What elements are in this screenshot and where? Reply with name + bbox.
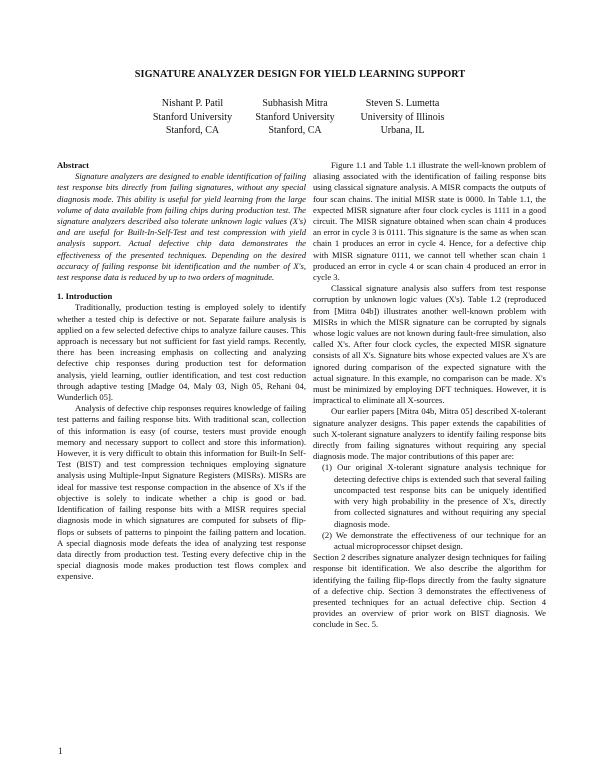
author-2: [243, 97, 348, 138]
author-name: Steven S. Lumetta: [365, 98, 440, 109]
abstract-heading: Abstract: [57, 160, 89, 170]
author-location: Urbana, IL: [380, 125, 425, 136]
abstract-text: Signature analyzers are designed to enable identification of failing test response bits directly from failing signatures, without any special diagnosis mode. This ability is useful for yield learning from the large volume of data available from failing chips during production test. The signature analyzers described also tolerate unknown logic values (X's) and are useful for Built-In-Self-Test and test compression with yield analysis support. Actual defective chip data demonstrates the effectiveness of the presented techniques. Depending on the desired accuracy of failing response bit identification and the number of X's, test response data is reduced by up to two orders of magnitude.: [57, 171, 306, 283]
author-name: Subhasish Mitra: [262, 98, 328, 109]
intro-paragraph-2: Analysis of defective chip responses requires knowledge of failing test patterns and failing response bits. With traditional scan, collection of this information is easy (of course, testers must provide enough memory and necessary support to collect and store this information). However, it is very difficult to obtain this information for Built-In Self-Test (BIST) and test compression techniques employing signature analysis using Multiple-Input Signature Registers (MISRs). MISRs are ideal for massive test response compaction in the absence of X's if the objective is solely to indicate whether a chip is good or bad. Identification of failing response bits with a MISR requires special diagnosis mode in which signatures are computed for subsets of flip-flops or subsets of patterns to pinpoint the failing pattern and location. A special diagnosis mode defeats the idea of analyzing test response data directly from production test. Testing every defective chip in the special diagnosis mode makes production test flows complex and expensive.: [57, 403, 306, 582]
paper-title: SIGNATURE ANALYZER DESIGN FOR YIELD LEARNING SUPPORT: [134, 69, 466, 80]
author-affiliation: University of Illinois: [360, 111, 445, 123]
left-column: [57, 160, 306, 583]
author-location: Stanford, CA: [165, 125, 220, 136]
contribution-2: (2) We demonstrate the effectiveness of our technique for an actual microprocessor chipset design.: [322, 529, 546, 551]
author-block: [0, 97, 600, 138]
intro-paragraph-1: Traditionally, production testing is employed solely to identify whether a tested chip is defective or not. Separate failure analysis is applied on a few selected defective chips to analyze failure causes. This approach is necessary but not sufficient for fast yield ramps. Recently, there has been increasing emphasis on collecting and analyzing defective chip responses during production test for deformation analysis, yield learning, outlier identification, and test cost reduction through adaptive testing [Madge 04, Maly 03, Nigh 05, Rehani 04, Wunderlich 05].: [57, 302, 306, 403]
author-affiliation: Stanford University: [255, 111, 335, 123]
body-paragraph-3: Our earlier papers [Mitra 04b, Mitra 05] described X-tolerant signature analyzer designs. This paper extends the capabilities of such X-tolerant signature analyzers to identify failing response bits directly from failing signatures without requiring any special diagnosis mode. The major contributions of this paper are:: [313, 406, 546, 462]
body-paragraph-4: Section 2 describes signature analyzer design techniques for failing response bit identification. We also describe the algorithm for identifying the failing flip-flops directly from the faulty signature of a defective chip. Section 3 demonstrates the effectiveness of presented techniques for an actual defective chip. Section 4 provides an overview of prior work on BIST diagnosis. We conclude in Sec. 5.: [313, 552, 546, 630]
body-paragraph-2: Classical signature analysis also suffers from test response corruption by unknown logic values (X's). Table 1.2 (reproduced from [Mitra 04b]) illustrates another well-known problem with MISRs in which the MISR signature can be corrupted by signals whose logic values are not known during fault-free simulation, also called X's. After four clock cycles, the expected MISR signature consists of all X's. Signature bits whose expected values are X's are ignored during comparison of the expected signature with the actual signature. In this example, no comparison can be made. X's must be minimized by employing DFT techniques. However, it is impractical to eliminate all X-sources.: [313, 283, 546, 406]
author-affiliation: Stanford University: [152, 111, 233, 123]
author-3: [348, 97, 458, 138]
intro-heading: 1. Introduction: [57, 291, 113, 302]
contribution-1: (1) Our original X-tolerant signature analysis technique for detecting defective chips is extended such that several failing uncompacted test response bits can be uniquely identified with very high probability in the presence of X's, directly from collected signatures and without requiring any special diagnosis mode.: [322, 462, 546, 529]
author-name: Nishant P. Patil: [161, 98, 224, 109]
right-column: [313, 160, 546, 631]
author-1: [143, 97, 243, 138]
body-paragraph-1: Figure 1.1 and Table 1.1 illustrate the well-known problem of aliasing associated with the identification of failing response bits using classical signature analysis. A MISR compacts the outputs of four scan chains. The initial MISR state is 0000. In Table 1.1, the expected MISR signature after four clock cycles is 1111 in a good circuit. The MISR signature obtained when scan chain 4 produces an error in cycle 3 is 0111. This signature is the same as when scan chain 1 produces an error in cycle 4. Hence, for a defective chip with MISR signature 0111, we cannot tell whether scan chain 1 produced an error in cycle 4 or scan chain 4 produced an error in cycle 3.: [313, 160, 546, 283]
author-location: Stanford, CA: [268, 125, 322, 136]
page-number: 1: [58, 746, 63, 756]
